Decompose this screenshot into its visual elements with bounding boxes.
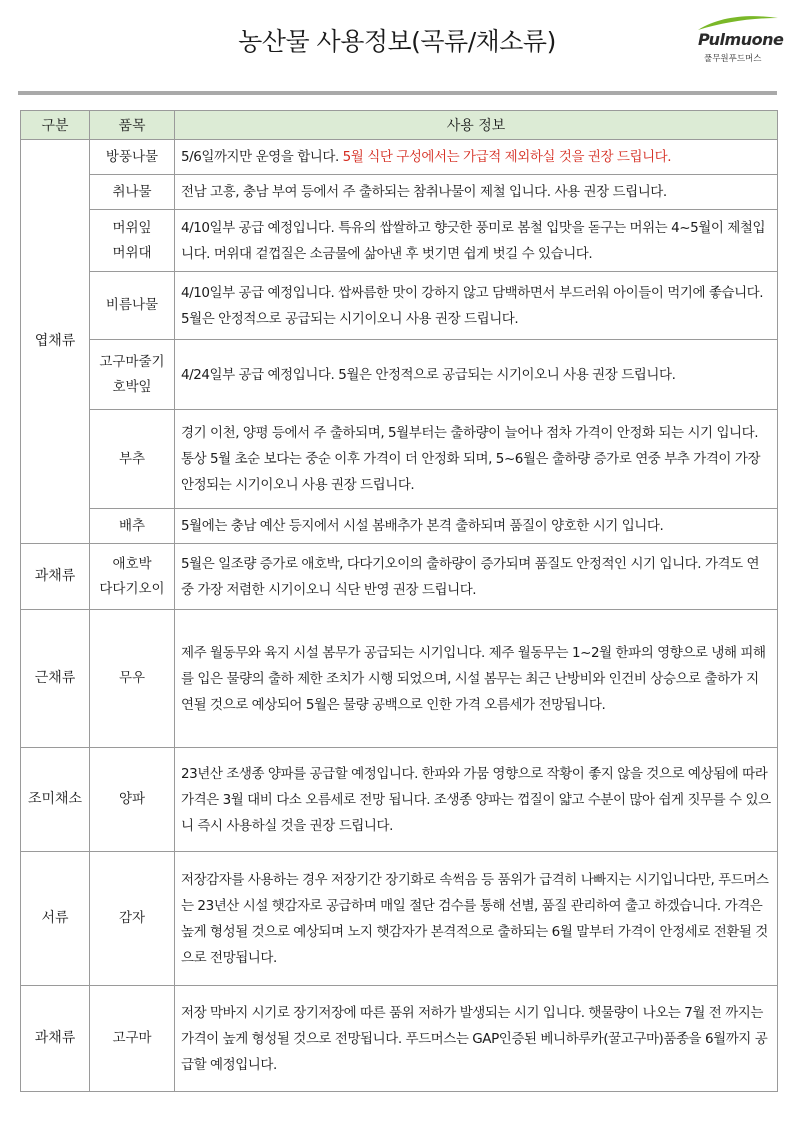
table-row (21, 210, 778, 272)
table-row (21, 544, 778, 610)
header-divider (18, 91, 777, 95)
info-cell (175, 140, 778, 175)
info-text: 5/6일까지만 운영을 합니다. (181, 149, 343, 165)
item-cell: 양파 (90, 748, 175, 852)
table-row (21, 509, 778, 544)
info-warning-text: 5월 식단 구성에서는 가급적 제외하실 것을 권장 드립니다. (342, 149, 672, 165)
item-cell: 비름나물 (90, 272, 175, 340)
item-cell: 감자 (90, 852, 175, 986)
pulmuone-logo (690, 12, 782, 68)
category-cell: 조미채소 (21, 748, 90, 852)
item-cell: 애호박 다다기오이 (90, 544, 175, 610)
info-cell: 5월은 일조량 증가로 애호박, 다다기오이의 출하량이 증가되며 품질도 안정적인 시기 입니다. 가격도 연중 가장 저렴한 시기이오니 식단 반영 권장 드립니다. (175, 544, 778, 610)
category-cell: 엽채류 (21, 140, 90, 544)
info-cell: 4/10일부 공급 예정입니다. 쌉싸름한 맛이 강하지 않고 담백하면서 부드러워 아이들이 먹기에 좋습니다. 5월은 안정적으로 공급되는 시기이오니 사용 권장 드립니다. (175, 272, 778, 340)
info-cell: 5월에는 충남 예산 등지에서 시설 봄배추가 본격 출하되며 품질이 양호한 시기 입니다. (175, 509, 778, 544)
table-header-row (21, 111, 778, 140)
item-cell: 배추 (90, 509, 175, 544)
info-cell: 저장 막바지 시기로 장기저장에 따른 품위 저하가 발생되는 시기 입니다. 햇물량이 나오는 7월 전 까지는 가격이 높게 형성될 것으로 전망됩니다. 푸드머스는 GAP인증된 베니하루카(꿀고구마)품종을 6월까지 공급할 예정입니다. (175, 986, 778, 1092)
table-row (21, 610, 778, 748)
logo-sub-text: 풀무원푸드머스 (704, 54, 762, 64)
table-row (21, 410, 778, 509)
table-row (21, 272, 778, 340)
item-cell: 취나물 (90, 175, 175, 210)
logo-brand-text: Pulmuone (698, 30, 784, 49)
header-item: 품목 (90, 111, 175, 140)
info-cell: 전남 고흥, 충남 부여 등에서 주 출하되는 참취나물이 제철 입니다. 사용 권장 드립니다. (175, 175, 778, 210)
info-cell: 23년산 조생종 양파를 공급할 예정입니다. 한파와 가뭄 영향으로 작황이 좋지 않을 것으로 예상됨에 따라 가격은 3월 대비 다소 오름세로 전망 됩니다. 조생종 양파는 껍질이 얇고 수분이 많아 쉽게 짓무를 수 있으니 즉시 사용하실 것을 권장 드립니다. (175, 748, 778, 852)
info-cell: 4/10일부 공급 예정입니다. 특유의 쌉쌀하고 향긋한 풍미로 봄철 입맛을 돋구는 머위는 4~5월이 제철입니다. 머위대 겉껍질은 소금물에 삶아낸 후 벗기면 쉽게 벗길 수 있습니다. (175, 210, 778, 272)
produce-info-table (20, 110, 778, 1092)
item-cell: 머위잎 머위대 (90, 210, 175, 272)
item-cell: 무우 (90, 610, 175, 748)
item-cell: 부추 (90, 410, 175, 509)
category-cell: 근채류 (21, 610, 90, 748)
table-row (21, 748, 778, 852)
info-cell: 저장감자를 사용하는 경우 저장기간 장기화로 속썩음 등 품위가 급격히 나빠지는 시기입니다만, 푸드머스는 23년산 시설 햇감자로 공급하며 매일 절단 검수를 통해 선별, 품질 관리하여 출고 하겠습니다. 가격은 높게 형성될 것으로 예상되며 노지 햇감자가 본격적으로 출하되는 6월 말부터 가격이 안정세로 전환될 것으로 전망됩니다. (175, 852, 778, 986)
info-cell: 제주 월동무와 육지 시설 봄무가 공급되는 시기입니다. 제주 월동무는 1~2월 한파의 영향으로 냉해 피해를 입은 물량의 출하 제한 조치가 시행 되었으며, 시설 봄무는 최근 난방비와 인건비 상승으로 출하가 지연될 것으로 예상되어 5월은 물량 공백으로 인한 가격 오름세가 전망됩니다. (175, 610, 778, 748)
category-cell: 서류 (21, 852, 90, 986)
item-cell: 고구마 (90, 986, 175, 1092)
table-row (21, 140, 778, 175)
info-cell: 경기 이천, 양평 등에서 주 출하되며, 5월부터는 출하량이 늘어나 점차 가격이 안정화 되는 시기 입니다. 통상 5월 초순 보다는 중순 이후 가격이 더 안정화 되며, 5~6월은 출하량 증가로 연중 부추 가격이 가장 안정되는 시기이오니 사용 권장 드립니다. (175, 410, 778, 509)
table-row (21, 986, 778, 1092)
header-info: 사용 정보 (175, 111, 778, 140)
header-category: 구분 (21, 111, 90, 140)
table-row (21, 175, 778, 210)
item-cell: 고구마줄기 호박잎 (90, 340, 175, 410)
table-row (21, 852, 778, 986)
item-cell: 방풍나물 (90, 140, 175, 175)
category-cell: 과채류 (21, 986, 90, 1092)
info-cell: 4/24일부 공급 예정입니다. 5월은 안정적으로 공급되는 시기이오니 사용 권장 드립니다. (175, 340, 778, 410)
category-cell: 과채류 (21, 544, 90, 610)
page-title: 농산물 사용정보(곡류/채소류) (238, 27, 556, 56)
table-row (21, 340, 778, 410)
